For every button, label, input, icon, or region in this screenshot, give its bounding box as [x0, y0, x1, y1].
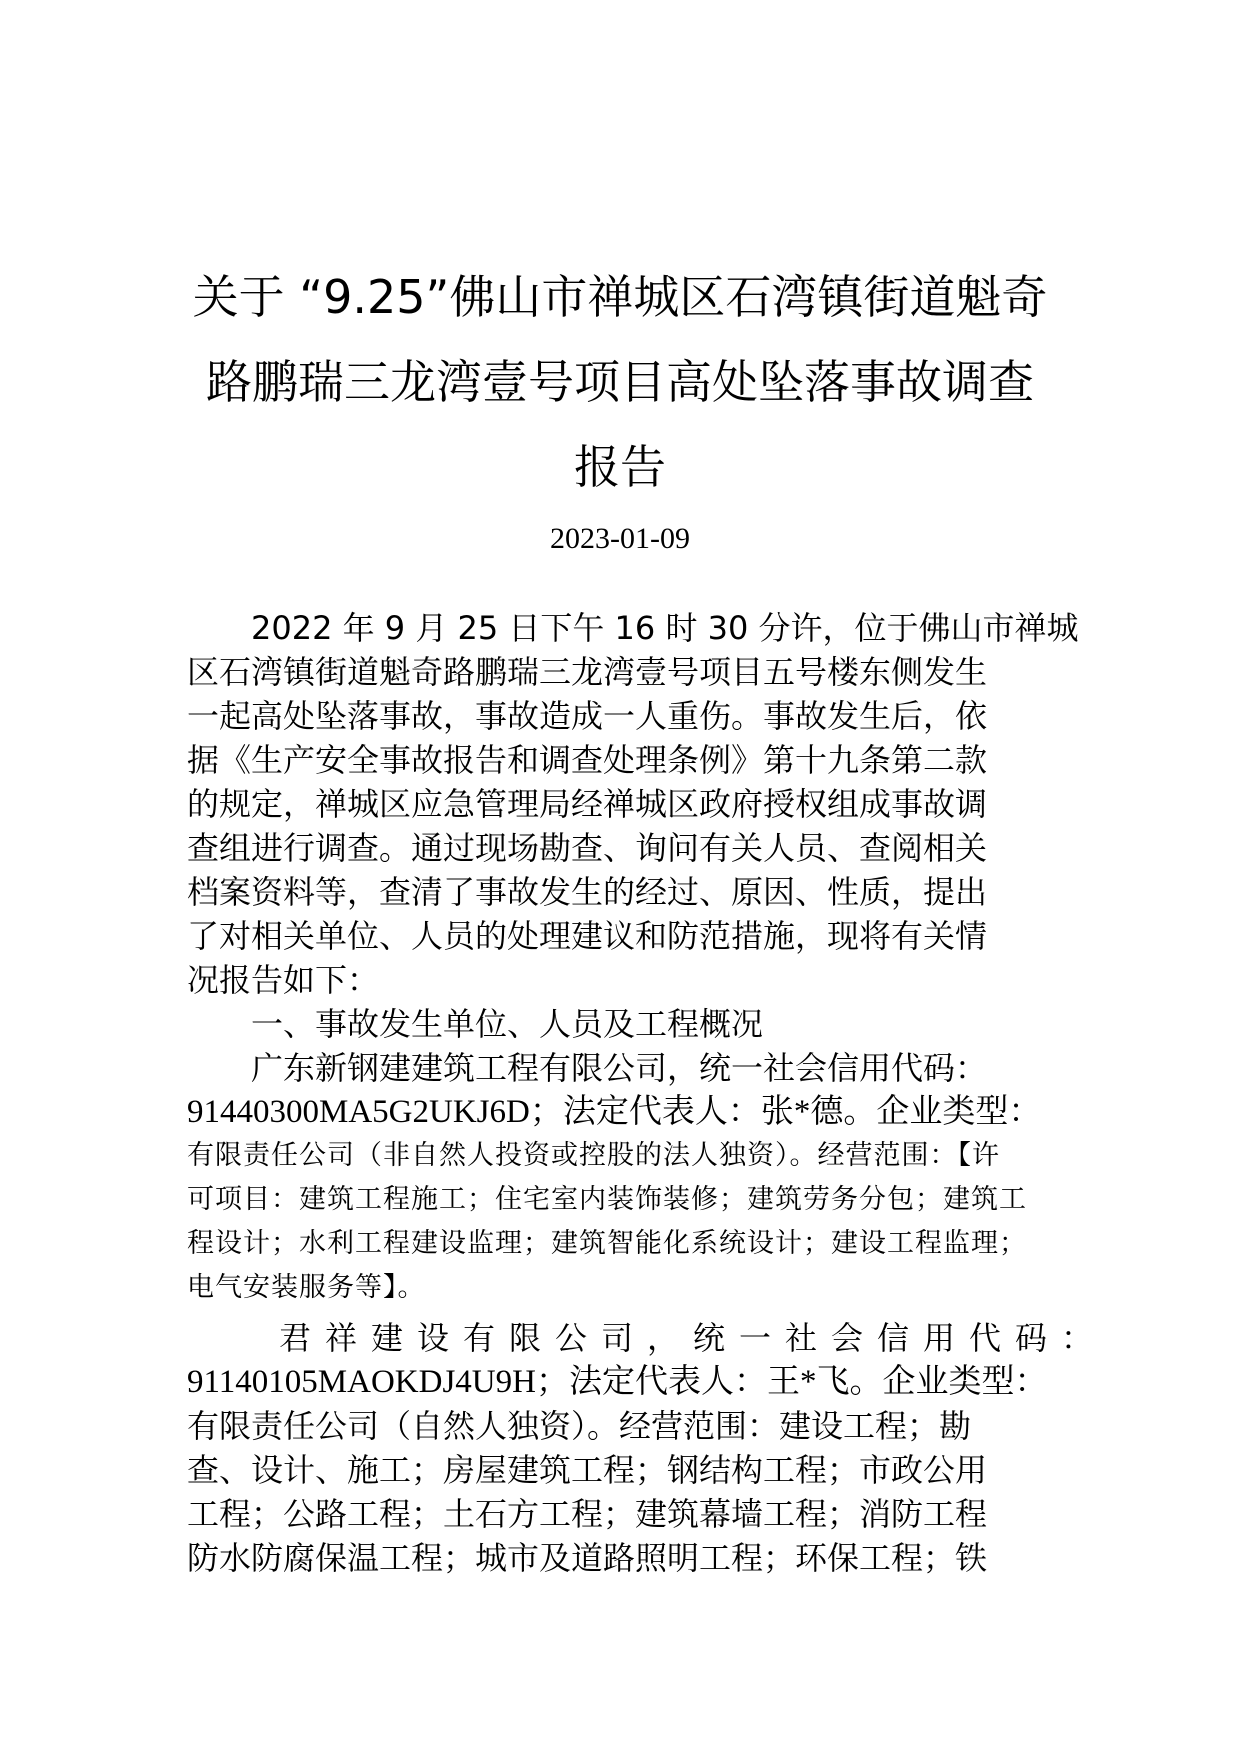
- body-line-18: 91140105MAOKDJ4U9H；法定代表人：王*飞。企业类型：: [187, 1364, 1048, 1400]
- body-line-20: 查、设计、施工；房屋建筑工程；钢结构工程；市政公用: [187, 1451, 988, 1489]
- title-line-2: 路鹏瑞三龙湾壹号项目高处坠落事故调查: [206, 355, 1034, 409]
- body-line-11: 广东新钢建建筑工程有限公司，统一社会信用代码：: [187, 1049, 988, 1087]
- body-line-13: 有限责任公司（非自然人投资或控股的法人独资）。经营范围：【许: [187, 1140, 1000, 1171]
- body-line-4: 据《生产安全事故报告和调查处理条例》第十九条第二款: [187, 741, 988, 779]
- body-line-12: 91440300MA5G2UKJ6D；法定代表人：张*德。企业类型：: [187, 1094, 1042, 1130]
- body-line-17: 君祥建设有限公司，统一社会信用代码：: [187, 1319, 1108, 1357]
- document-date: 2023-01-09: [550, 522, 690, 555]
- section-heading-1: 一、事故发生单位、人员及工程概况: [187, 1005, 764, 1043]
- document-title: [150, 255, 1090, 510]
- body-line-3: 一起高处坠落事故，事故造成一人重伤。事故发生后，依: [187, 697, 988, 735]
- document-body: [187, 606, 1108, 1580]
- body-line-16: 电气安装服务等】。: [187, 1272, 426, 1303]
- body-line-8: 了对相关单位、人员的处理建议和防范措施，现将有关情: [187, 917, 988, 955]
- body-line-5: 的规定，禅城区应急管理局经禅城区政府授权组成事故调: [187, 785, 988, 823]
- body-line-6: 查组进行调查。通过现场勘查、询问有关人员、查阅相关: [187, 829, 988, 867]
- body-line-22: 防水防腐保温工程；城市及道路照明工程；环保工程；铁: [187, 1539, 988, 1577]
- body-line-14: 可项目：建筑工程施工；住宅室内装饰装修；建筑劳务分包；建筑工: [187, 1184, 1027, 1215]
- body-line-9: 况报告如下：: [187, 961, 380, 999]
- body-line-19: 有限责任公司（自然人独资）。经营范围：建设工程；勘: [187, 1407, 972, 1445]
- title-line-1: 关于 “9.25”佛山市禅城区石湾镇街道魁奇: [192, 270, 1048, 324]
- body-line-21: 工程；公路工程；土石方工程；建筑幕墙工程；消防工程: [187, 1495, 988, 1533]
- body-line-7: 档案资料等，查清了事故发生的经过、原因、性质，提出: [187, 873, 988, 911]
- body-line-1: 2022 年 9 月 25 日下午 16 时 30 分许，位于佛山市禅城: [187, 609, 1079, 647]
- title-line-3: 报告: [574, 440, 666, 494]
- body-line-15: 程设计；水利工程建设监理；建筑智能化系统设计；建设工程监理；: [187, 1228, 1027, 1259]
- body-line-2: 区石湾镇街道魁奇路鹏瑞三龙湾壹号项目五号楼东侧发生: [187, 653, 988, 691]
